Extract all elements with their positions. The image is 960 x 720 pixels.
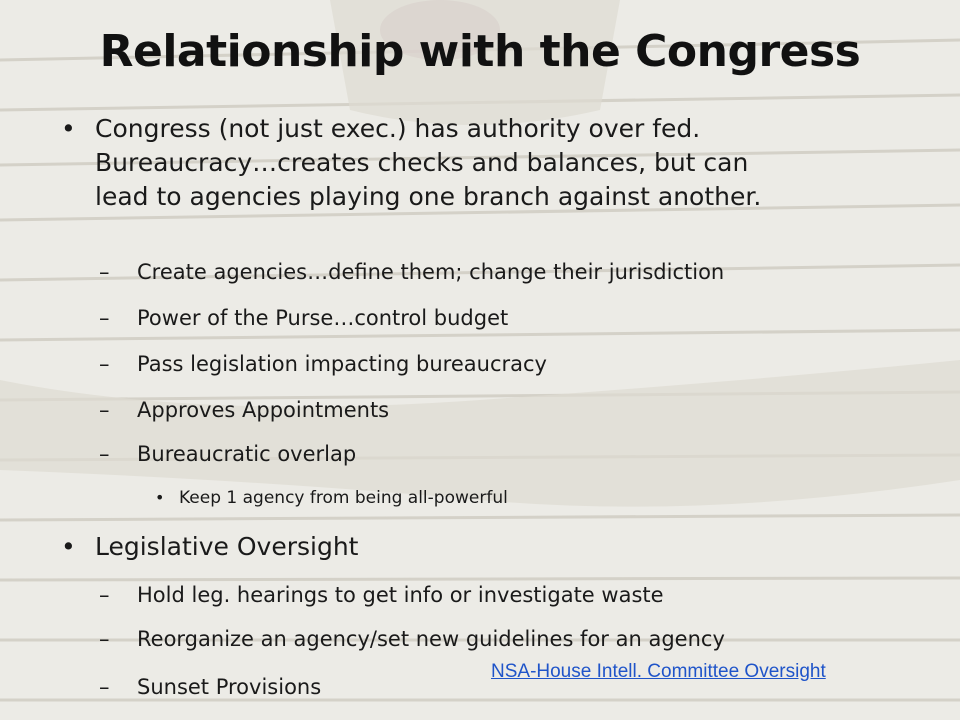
sub-bullet-text: Create agencies…define them; change their jurisdiction	[137, 260, 725, 284]
sub-bullet-item	[99, 396, 390, 424]
sub-bullet-text: Bureaucratic overlap	[137, 442, 357, 466]
bullet-line: Bureaucracy…creates checks and balances, but can	[95, 148, 749, 177]
dash-marker: –	[99, 583, 110, 607]
sub-bullet-item	[99, 350, 547, 378]
bullet-item	[61, 530, 359, 564]
sub-bullet-text: Approves Appointments	[137, 398, 390, 422]
dash-marker: –	[99, 306, 110, 330]
sub-bullet-item	[99, 625, 725, 653]
dash-marker: –	[99, 442, 110, 466]
bullet-item	[61, 112, 762, 214]
dash-marker: –	[99, 627, 110, 651]
bullet-marker: •	[61, 532, 76, 561]
slide-title: Relationship with the Congress	[99, 26, 861, 77]
bullet-line: lead to agencies playing one branch against another.	[95, 182, 762, 211]
dash-marker: –	[99, 675, 110, 699]
dash-marker: –	[99, 352, 110, 376]
sub-sub-bullet-text: Keep 1 agency from being all-powerful	[179, 488, 508, 508]
sub-bullet-text: Reorganize an agency/set new guidelines for an agency	[137, 627, 725, 651]
sub-sub-bullet-item	[155, 486, 508, 510]
sub-bullet-item	[99, 581, 664, 609]
bullet-marker: •	[61, 114, 76, 143]
dash-marker: –	[99, 398, 110, 422]
sub-bullet-item	[99, 258, 725, 286]
sub-bullet-text: Sunset Provisions	[137, 675, 322, 699]
bullet-marker: •	[155, 488, 165, 507]
sub-bullet-text: Hold leg. hearings to get info or investigate waste	[137, 583, 664, 607]
sub-bullet-text: Pass legislation impacting bureaucracy	[137, 352, 547, 376]
sub-bullet-item	[99, 304, 509, 332]
sub-bullet-text: Power of the Purse…control budget	[137, 306, 509, 330]
bullet-line: Congress (not just exec.) has authority over fed.	[95, 114, 701, 143]
sub-bullet-item	[99, 440, 357, 468]
sub-bullet-item	[99, 673, 322, 701]
dash-marker: –	[99, 260, 110, 284]
nsa-oversight-link[interactable]: NSA-House Intell. Committee Oversight	[491, 661, 826, 682]
bullet-text: Legislative Oversight	[95, 532, 359, 561]
